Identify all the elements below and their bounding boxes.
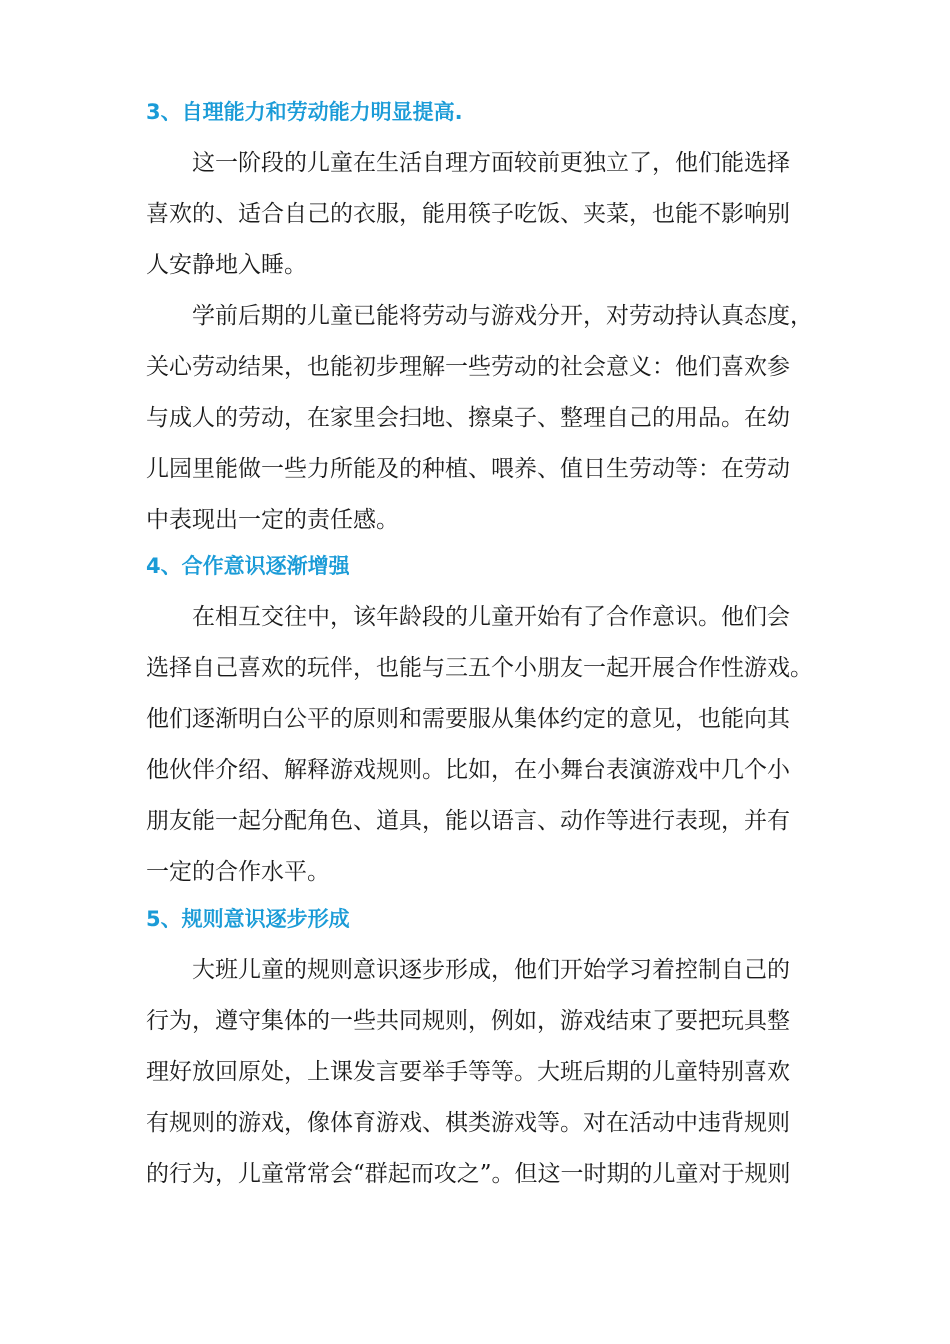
text-line: 有规则的游戏，像体育游戏、棋类游戏等。对在活动中违背规则 (146, 1110, 790, 1136)
paragraph-self-care (146, 138, 826, 291)
text-line: 他们逐渐明白公平的原则和需要服从集体约定的意见，也能向其 (146, 706, 790, 732)
section-heading-3: 3、自理能力和劳动能力明显提高. (146, 100, 463, 124)
text-line: 学前后期的儿童已能将劳动与游戏分开，对劳动持认真态度， (192, 303, 813, 329)
text-line: 他伙伴介绍、解释游戏规则。比如，在小舞台表演游戏中几个小 (146, 757, 790, 783)
section-heading-4: 4、合作意识逐渐增强 (146, 554, 350, 578)
text-line: 一定的合作水平。 (146, 859, 330, 885)
text-line: 中表现出一定的责任感。 (146, 507, 399, 533)
paragraph-rules (146, 945, 826, 1200)
text-line: 大班儿童的规则意识逐步形成，他们开始学习着控制自己的 (192, 957, 790, 983)
text-line: 选择自己喜欢的玩伴，也能与三五个小朋友一起开展合作性游戏。 (146, 655, 813, 681)
text-line: 这一阶段的儿童在生活自理方面较前更独立了，他们能选择 (192, 150, 790, 176)
text-line: 关心劳动结果，也能初步理解一些劳动的社会意义：他们喜欢参 (146, 354, 790, 380)
text-line: 与成人的劳动，在家里会扫地、擦桌子、整理自己的用品。在幼 (146, 405, 790, 431)
text-line: 喜欢的、适合自己的衣服，能用筷子吃饭、夹菜，也能不影响别 (146, 201, 790, 227)
section-heading-5: 5、规则意识逐步形成 (146, 907, 350, 931)
text-line: 朋友能一起分配角色、道具，能以语言、动作等进行表现，并有 (146, 808, 790, 834)
text-line: 儿园里能做一些力所能及的种植、喂养、值日生劳动等：在劳动 (146, 456, 790, 482)
paragraph-labor (146, 291, 826, 546)
text-line: 行为，遵守集体的一些共同规则，例如，游戏结束了要把玩具整 (146, 1008, 790, 1034)
text-line: 的行为，儿童常常会“群起而攻之”。但这一时期的儿童对于规则 (146, 1161, 791, 1187)
paragraph-cooperation (146, 592, 826, 898)
text-line: 理好放回原处，上课发言要举手等等。大班后期的儿童特别喜欢 (146, 1059, 790, 1085)
text-line: 人安静地入睡。 (146, 252, 307, 278)
text-line: 在相互交往中，该年龄段的儿童开始有了合作意识。他们会 (192, 604, 790, 630)
